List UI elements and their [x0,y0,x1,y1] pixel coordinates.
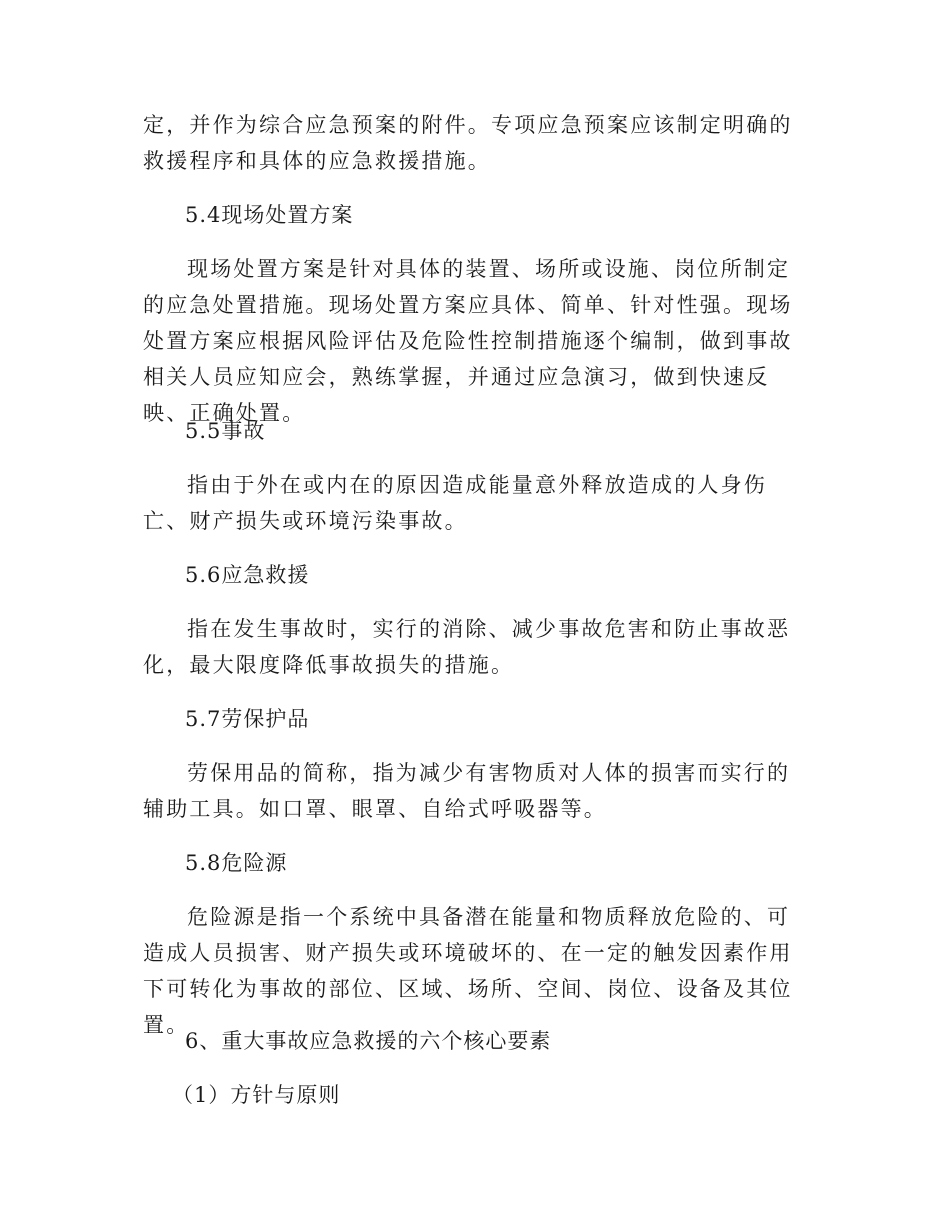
section-heading-5-5: 5.5事故 [185,419,266,443]
section-heading-5-6: 5.6应急救援 [185,563,310,587]
paragraph-5-6: 指在发生事故时，实行的消除、减少事故危害和防止事故恶化，最大限度降低事故损失的措施。 [143,617,791,677]
section-heading-6: 6、重大事故应急救援的六个核心要素 [185,1029,552,1053]
section-heading-5-4: 5.4现场处置方案 [185,203,354,227]
paragraph-5-5: 指由于外在或内在的原因造成能量意外释放造成的人身伤亡、财产损失或环境污染事故。 [143,473,767,533]
section-heading-5-7: 5.7劳保护品 [185,707,310,731]
paragraph-5-8: 危险源是指一个系统中具备潜在能量和物质释放危险的、可造成人员损害、财产损失或环境破坏的、在一定的触发因素作用下可转化为事故的部位、区域、场所、空间、岗位、设备及其位置。 [143,905,793,1037]
subsection-heading-6-1: （1）方针与原则 [172,1083,341,1107]
section-heading-5-8: 5.8危险源 [185,851,288,875]
paragraph-5-4: 现场处置方案是针对具体的装置、场所或设施、岗位所制定的应急处置措施。现场处置方案应具体、简单、针对性强。现场处置方案应根据风险评估及危险性控制措施逐个编制，做到事故相关人员应知应会，熟练掌握，并通过应急演习，做到快速反映、正确处置。 [143,257,793,425]
paragraph-intro: 定，并作为综合应急预案的附件。专项应急预案应该制定明确的救援程序和具体的应急救援措施。 [143,113,793,173]
paragraph-5-7: 劳保用品的简称，指为减少有害物质对人体的损害而实行的辅助工具。如口罩、眼罩、自给式呼吸器等。 [143,761,791,821]
